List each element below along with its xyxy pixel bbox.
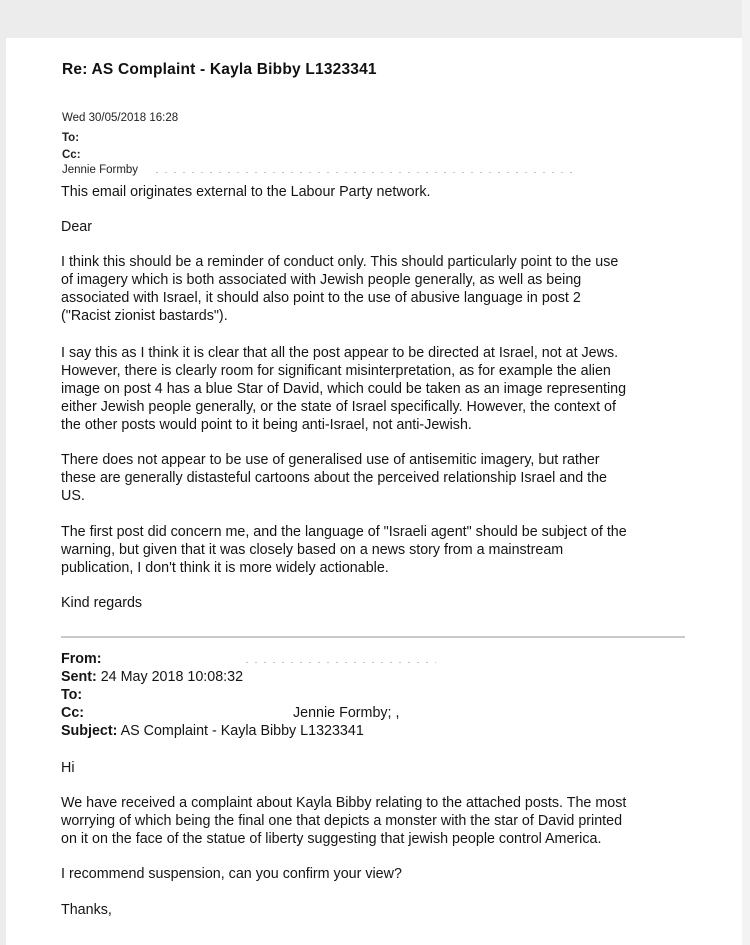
sent-line: Sent: 24 May 2018 10:08:32 — [61, 669, 244, 685]
paragraph-4: The first post did concern me, and the language of "Israeli agent" should be subject of the warning, but given that it was closely based on a news story from a mainstream publication, I don't think it is more widely actionable. — [61, 524, 627, 576]
to-label: To: — [62, 132, 80, 144]
from-label: From: — [61, 651, 102, 667]
external-notice: This email originates external to the Labour Party network. — [61, 184, 431, 200]
redacted-sender — [246, 662, 436, 663]
redacted-address — [156, 172, 576, 173]
orig-to-label: To: — [61, 687, 83, 703]
divider — [61, 636, 685, 638]
email-date: Wed 30/05/2018 16:28 — [62, 112, 179, 124]
signoff: Kind regards — [61, 595, 143, 611]
paragraph-2: I say this as I think it is clear that all the post appear to be directed at Israel, not at Jews. However, there is clearly room for significant misinterpretation, as for example the alien image on post 4 has a blue Star of David, which could be taken as an image representing either Jewish people generally, or the state of Israel specifically. However, the context of the other posts would point to it being anti-Israel, not anti-Jewish. — [61, 345, 627, 433]
paragraph-3: There does not appear to be use of generalised use of antisemitic imagery, but rather these are generally distasteful cartoons about the perceived relationship Israel and the US. — [61, 452, 608, 504]
orig-paragraph: We have received a complaint about Kayla Bibby relating to the attached posts. The most worrying of which being the final one that depicts a monster with the star of David printed on it on the face of the statue of liberty suggesting that jewish people control America. — [61, 795, 627, 847]
orig-cc-label: Cc: — [61, 705, 85, 721]
greeting: Dear — [61, 219, 92, 235]
thanks: Thanks, — [61, 902, 112, 918]
recommendation: I recommend suspension, can you confirm your view? — [61, 866, 402, 882]
orig-cc-value: Jennie Formby; , — [293, 705, 400, 721]
cc-label: Cc: — [62, 149, 81, 161]
page-edge — [742, 0, 750, 945]
email-subject: Re: AS Complaint - Kayla Bibby L1323341 — [62, 61, 377, 78]
paragraph-1: I think this should be a reminder of conduct only. This should particularly point to the use of imagery which is both associated with Jewish people generally, as well as being associated with Israel, it should also point to the use of abusive language in post 2 ("Racist zionist bastards"). — [61, 254, 619, 324]
orig-greeting: Hi — [61, 760, 75, 776]
cc-value: Jennie Formby — [62, 164, 139, 176]
subject-line: Subject: AS Complaint - Kayla Bibby L1323341 — [61, 723, 364, 739]
email-document — [6, 38, 742, 945]
